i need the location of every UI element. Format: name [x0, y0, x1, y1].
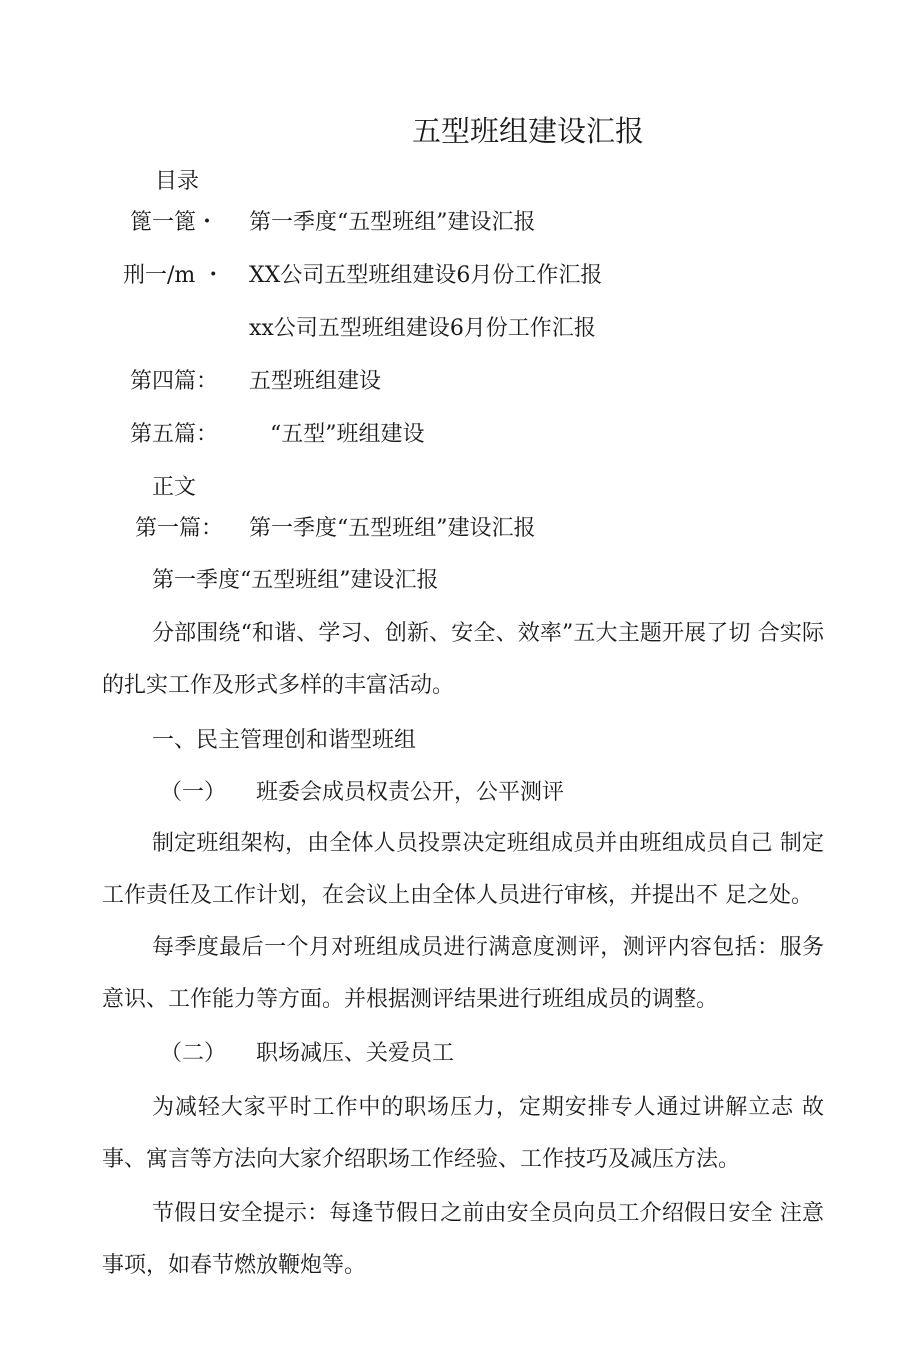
paragraph-2: 每季度最后一个月对班组成员进行满意度测评，测评内容包括：服务意识、工作能力等方面。并根据测评结果进行班组成员的调整。	[102, 935, 824, 1012]
subsection-1-number: （一）	[160, 780, 227, 805]
toc-heading: 目录	[155, 169, 200, 194]
subsection-1-title: 班委会成员权责公开，公平测评	[256, 780, 565, 805]
toc-entry-4-text: 五型班组建设	[249, 369, 382, 394]
part-title: 第一季度“五型班组”建设汇报	[249, 516, 536, 541]
toc-entry-4-label: 第四篇：	[130, 369, 219, 394]
paragraph-1: 制定班组架构，由全体人员投票决定班组成员并由班组成员自己 制定工作责任及工作计划，在会议上由全体人员进行审核，并提出不 足之处。	[102, 831, 824, 908]
subsection-2-title: 职场减压、关爱员工	[256, 1041, 455, 1066]
body-heading: 正文	[152, 475, 197, 500]
toc-entry-2-text: XX公司五型班组建设6月份工作汇报	[249, 263, 603, 288]
section-subtitle: 第一季度“五型班组”建设汇报	[152, 568, 439, 593]
toc-entry-5-text: “五型”班组建设	[270, 422, 425, 447]
intro-paragraph: 分部围绕“和谐、学习、创新、安全、效率”五大主题开展了切 合实际的扎实工作及形式多样的丰富活动。	[102, 621, 824, 698]
toc-entry-5-label: 第五篇：	[130, 422, 219, 447]
paragraph-3: 为减轻大家平时工作中的职场压力，定期安排专人通过讲解立志 故事、寓言等方法向大家介绍职场工作经验、工作技巧及减压方法。	[102, 1095, 824, 1172]
toc-entry-1-label: 篦一篦・	[130, 210, 219, 235]
toc-entry-2-label: 刑一/m ・	[123, 263, 225, 288]
part-label: 第一篇：	[135, 516, 224, 541]
subsection-2-number: （二）	[160, 1041, 227, 1066]
toc-entry-3-text: xx公司五型班组建设6月份工作汇报	[249, 316, 596, 341]
document-title: 五型班组建设汇报	[412, 114, 645, 148]
paragraph-4: 节假日安全提示：每逢节假日之前由安全员向员工介绍假日安全 注意事项，如春节燃放鞭炮等。	[102, 1201, 824, 1278]
toc-entry-1-text: 第一季度“五型班组”建设汇报	[249, 210, 536, 235]
section-1-heading: 一、民主管理创和谐型班组	[152, 728, 417, 753]
